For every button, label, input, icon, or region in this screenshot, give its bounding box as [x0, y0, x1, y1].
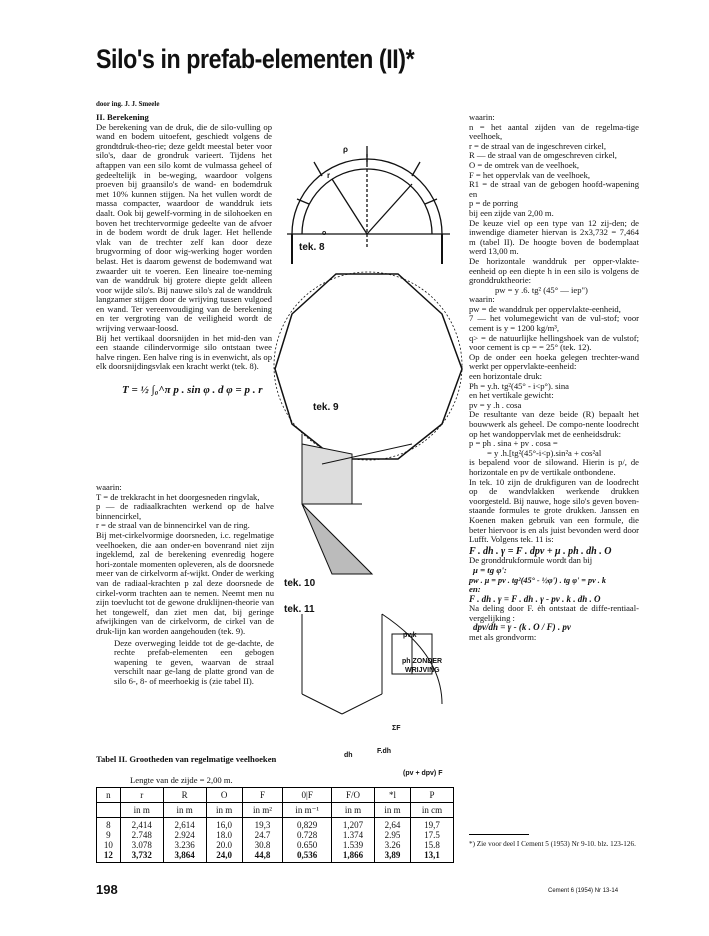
definition: bij een zijde van 2,00 m. — [469, 207, 554, 218]
table-unit: in m⁻¹ — [283, 803, 332, 818]
waarin-label: waarin: — [96, 482, 122, 492]
definition: r = de straal van de ingeschreven cirkel, — [469, 140, 607, 151]
figure-label: tek. 10 — [284, 578, 316, 589]
paragraph: Bij met-cirkelvormige doorsneden, i.c. regelmatige veelhoeken, die aan onder-en bovenrand niet zijn ingeklemd, zal de berekening evenredig hogere hori-zontale momenten opleveren, als de doorsnede meer van de cirkelvorm af-wijkt. Onder de werking van de radiaal-krachten p zal deze doorsnede de cirkel-vorm trachten aan te nemen. Neemt men nu zijn toevlucht tot de gewone druklijnen-theorie van het tongewelf, dan ziet men dat, bij geringe afwijkingen van de cirkelvorm, de cirkel van de druk-lijn kan worden aangehouden (tek. 9). — [96, 529, 274, 636]
paragraph: De resultante van deze beide (R) bepaalt het bouwwerk als geheel. De compo-nente loodrecht op het wandoppervlak met de eenheidsdruk: — [469, 409, 639, 439]
figure-label: WRIJVING — [405, 667, 440, 674]
pressure-figure — [302, 444, 352, 504]
equation-label: een horizontale druk: — [469, 371, 543, 382]
table-caption: Tabel II. Grootheden van regelmatige veelhoeken — [96, 754, 277, 764]
figure-label: tek. 11 — [284, 604, 315, 615]
table-header: O — [206, 788, 242, 803]
figures-strip — [272, 104, 468, 716]
figure-label: (pv + dpv) F — [403, 770, 443, 777]
figure-label: tek. 8 — [299, 242, 325, 253]
table-header: *l — [374, 788, 410, 803]
definition: p = de porring — [469, 198, 518, 209]
tek10-drawing — [302, 434, 412, 574]
figure-label: dh — [344, 752, 353, 759]
definition: p — de radiaalkrachten werkend op de halve binnencirkel, — [96, 501, 274, 521]
equation: Ph = y.h. tg²(45° - i<p°). sina — [469, 380, 569, 391]
paragraph: In tek. 10 zijn de drukfiguren van de loodrecht op de wandvlakken werkende drukken voorgesteld. Bij nauwe, hoge silo's geven boven-staande formules te grote drukken. Janssen en Koenen maken gebruik van een formule, die beter hiervoor is en als juist bevonden werd door Lufft. Volgens tek. 11 is: — [469, 476, 639, 545]
equation: T = ½ ∫₀^π p . sin φ . d φ = p . r — [122, 384, 263, 397]
paragraph: Op de onder een hoeka gelegen trechter-wand werkt per oppervlakte-eenheid: — [469, 351, 639, 372]
definition: R — de straal van de omgeschreven cirkel, — [469, 150, 617, 161]
waarin-label: waarin: — [469, 294, 495, 305]
table-unit: in m — [120, 803, 163, 818]
figure-label: ph ZONDER — [402, 658, 443, 665]
table-cell: 1,207 1.374 1.539 1,866 — [332, 818, 375, 863]
definition: T = de trekkracht in het doorgesneden ringvlak, — [96, 491, 260, 502]
table-unit: in m — [163, 803, 206, 818]
table-header: n — [97, 788, 121, 803]
equation: p = ph . sina + pv . cosa = — [469, 438, 558, 449]
table-unit: in m — [332, 803, 375, 818]
figure-label: ρ — [343, 145, 348, 154]
paragraph: Bij het vertikaal doorsnijden in het mid-den van een staande cilindervormige silo ontstaan twee halve ringen. Een halve ring is in evenwicht, als op elk doorsnijdingsvlak een kracht werkt (tek. 8). — [96, 332, 272, 372]
journal-footer: Cement 6 (1954) Nr 13-14 — [548, 888, 619, 894]
waarin-label: waarin: — [469, 112, 495, 122]
radial-arrow — [412, 162, 420, 176]
equation: F . dh . γ = F . dpv + μ . ph . dh . O — [469, 545, 612, 557]
definition: O = de omtrek van de veelhoek, — [469, 159, 580, 170]
paragraph: Deze overweging leidde tot de ge-dachte, de rechte prefab-elementen een gebogen wapening te geven, waarvan de straal verschilt naar ge-lang de platte grond van de silo 6-, 8- of meerhoekig is (zie tabel II). — [114, 637, 274, 686]
radial-arrow — [314, 162, 322, 176]
footnote: *) Zie voor deel I Cement 5 (1953) Nr 9-10. blz. 123-126. — [469, 840, 636, 848]
figure-label: pv.k — [403, 632, 417, 639]
equation: μ = tg φ': — [473, 564, 507, 575]
table-cell: 2,614 2.924 3.236 3,864 — [163, 818, 206, 863]
paragraph: Na deling door F. ėh ontstaat de diffe-rentiaal-vergelijking : — [469, 603, 639, 623]
figure-label: tek. 9 — [313, 402, 339, 413]
table-row — [97, 818, 454, 863]
tek9-drawing — [274, 272, 462, 460]
equation: dpv/dh = γ - (k . O / F) . pv — [473, 622, 571, 633]
table-veelhoeken — [96, 787, 454, 863]
hopper-pressure — [302, 504, 372, 574]
definition: pw = de wanddruk per oppervlakte-eenheid, — [469, 303, 621, 314]
equation: = y .h.[tg²(45°-i<p).sin²a + cos²al — [487, 447, 602, 458]
figure-label: r — [327, 171, 331, 180]
table-header: F/O — [332, 788, 375, 803]
paragraph: is bepalend voor de silowand. Hierin is p/, de horizontale en pv de vertikale ontbondene. — [469, 457, 639, 477]
table-header: R — [163, 788, 206, 803]
table-unit: in m — [374, 803, 410, 818]
polygon-outline — [275, 274, 462, 459]
table-cell: 0,829 0.728 0.650 0,536 — [283, 818, 332, 863]
table-unit: in m² — [242, 803, 283, 818]
table-cell: 16,0 18.0 20.0 24,0 — [206, 818, 242, 863]
table-cell: 19,3 24.7 30.8 44,8 — [242, 818, 283, 863]
silo-bottom-right — [342, 694, 382, 714]
section-heading: II. Berekening — [96, 112, 149, 122]
page-number: 198 — [96, 882, 118, 897]
definition: q> = de natuurlijke hellingshoek van de vulstof; voor cement is cp = = 25° (tek. 12). — [469, 332, 639, 353]
table-header: P — [411, 788, 454, 803]
table-cell: 19,7 17.5 15.8 13,1 — [411, 818, 454, 863]
table-unit: in m — [206, 803, 242, 818]
table-header-row — [97, 788, 454, 803]
silo-bottom-left — [302, 694, 342, 714]
figure-label: o — [322, 230, 327, 237]
paragraph: met als grondvorm: — [469, 632, 537, 643]
byline: door ing. J. J. Smeele — [96, 100, 160, 108]
paragraph: De berekening van de druk, die de silo-vulling op wand en bodem uitoefent, geschiedt volgens de grondtdruk-theo-rie; deze geldt meestal beter voor silo's, daar de grondruk varieert. Tijdens het aftappen van een silo komt de vulmassa geheel of gedeeltelijk in be-weging, waardoor volgens proeven bij graansilo's de wand- en bodemdruk met 10% kunnen stijgen. Na het vullen wordt de massa compacter, waardoor de wanddruk iets daalt. Ook bij gewelf-vorming in de silohoeken en boven het trechtervormige gedeelte van de afvoer in de bodem wordt de druk lager. Het hellende vlak van de trechter zelf kan door deze brugvorming of door wig-werking hoger worden belast. Het is daarom gewenst de bodemwand wat zwaarder uit te voeren. Een lineaire toe-neming van de wanddruk bij grotere diepte geldt alleen voor wijde silo's. Bij nauwe silo's zal de wanddruk langzamer stijgen door de wrijving tussen vulgoed en wand. Ter vereenvoudiging van de berekening en ter vergroting van de veiligheid wordt de wrijving verwaar-loosd. — [96, 121, 272, 334]
figure-label: F.dh — [377, 748, 391, 755]
table-unit — [97, 803, 121, 818]
column-1-lower — [96, 483, 274, 686]
equation: pv = y .h . cosa — [469, 399, 522, 410]
radius-p — [367, 184, 412, 234]
article-title: Silo's in prefab-elementen (II)* — [96, 44, 415, 74]
equation-label: en het vertikale gewicht: — [469, 390, 554, 401]
table-cell: 2,414 2.748 3.078 3,732 — [120, 818, 163, 863]
table-cell: 8 9 10 12 — [97, 818, 121, 863]
equation: pw . μ = pv . tg²(45° - ½φ') . tg φ' = pv . k — [469, 575, 606, 585]
figure-label: ΣF — [392, 725, 401, 732]
column-1 — [96, 113, 272, 408]
table-header: 0|F — [283, 788, 332, 803]
equation-label: en: — [469, 584, 481, 595]
definition: F = het oppervlak van de veelhoek, — [469, 169, 591, 180]
table-unit: in cm — [411, 803, 454, 818]
equation: F . dh . γ = F . dh . γ - pv . k . dh . O — [469, 593, 601, 604]
definition: 7 — het volumegewicht van de vul-stof; voor cement is y = 1200 kg/m³, — [469, 313, 639, 334]
equation: pw = y .6. tg² (45° — iep") — [495, 284, 588, 295]
paragraph: De horizontale wanddruk per opper-vlakte-eenheid op een diepte h in een silo is volgens de gronddruktheorie: — [469, 255, 639, 286]
table-header: r — [120, 788, 163, 803]
paragraph: De gronddrukformule wordt dan bij — [469, 555, 593, 566]
column-3 — [469, 113, 639, 643]
table-subcaption: Lengte van de zijde = 2,00 m. — [130, 775, 233, 785]
table-cell: 2,64 2.95 3.26 3,89 — [374, 818, 410, 863]
definition: r = de straal van de binnencirkel van de ring. — [96, 520, 250, 531]
radius-r — [332, 179, 367, 234]
table-unit-row — [97, 803, 454, 818]
table-header: F — [242, 788, 283, 803]
definition: R1 = de straal van de gebogen hoofd-wapening en — [469, 179, 639, 199]
footnote-rule — [469, 834, 529, 835]
paragraph: De keuze viel op een type van 12 zij-den; de inwendige diameter hiervan is 2x3,732 = 7,464 m (tabel II). De hoogte boven de bodemplaat werd 13,00 m. — [469, 217, 639, 257]
definition: n = het aantal zijden van de regelma-tige veelhoek, — [469, 121, 639, 142]
